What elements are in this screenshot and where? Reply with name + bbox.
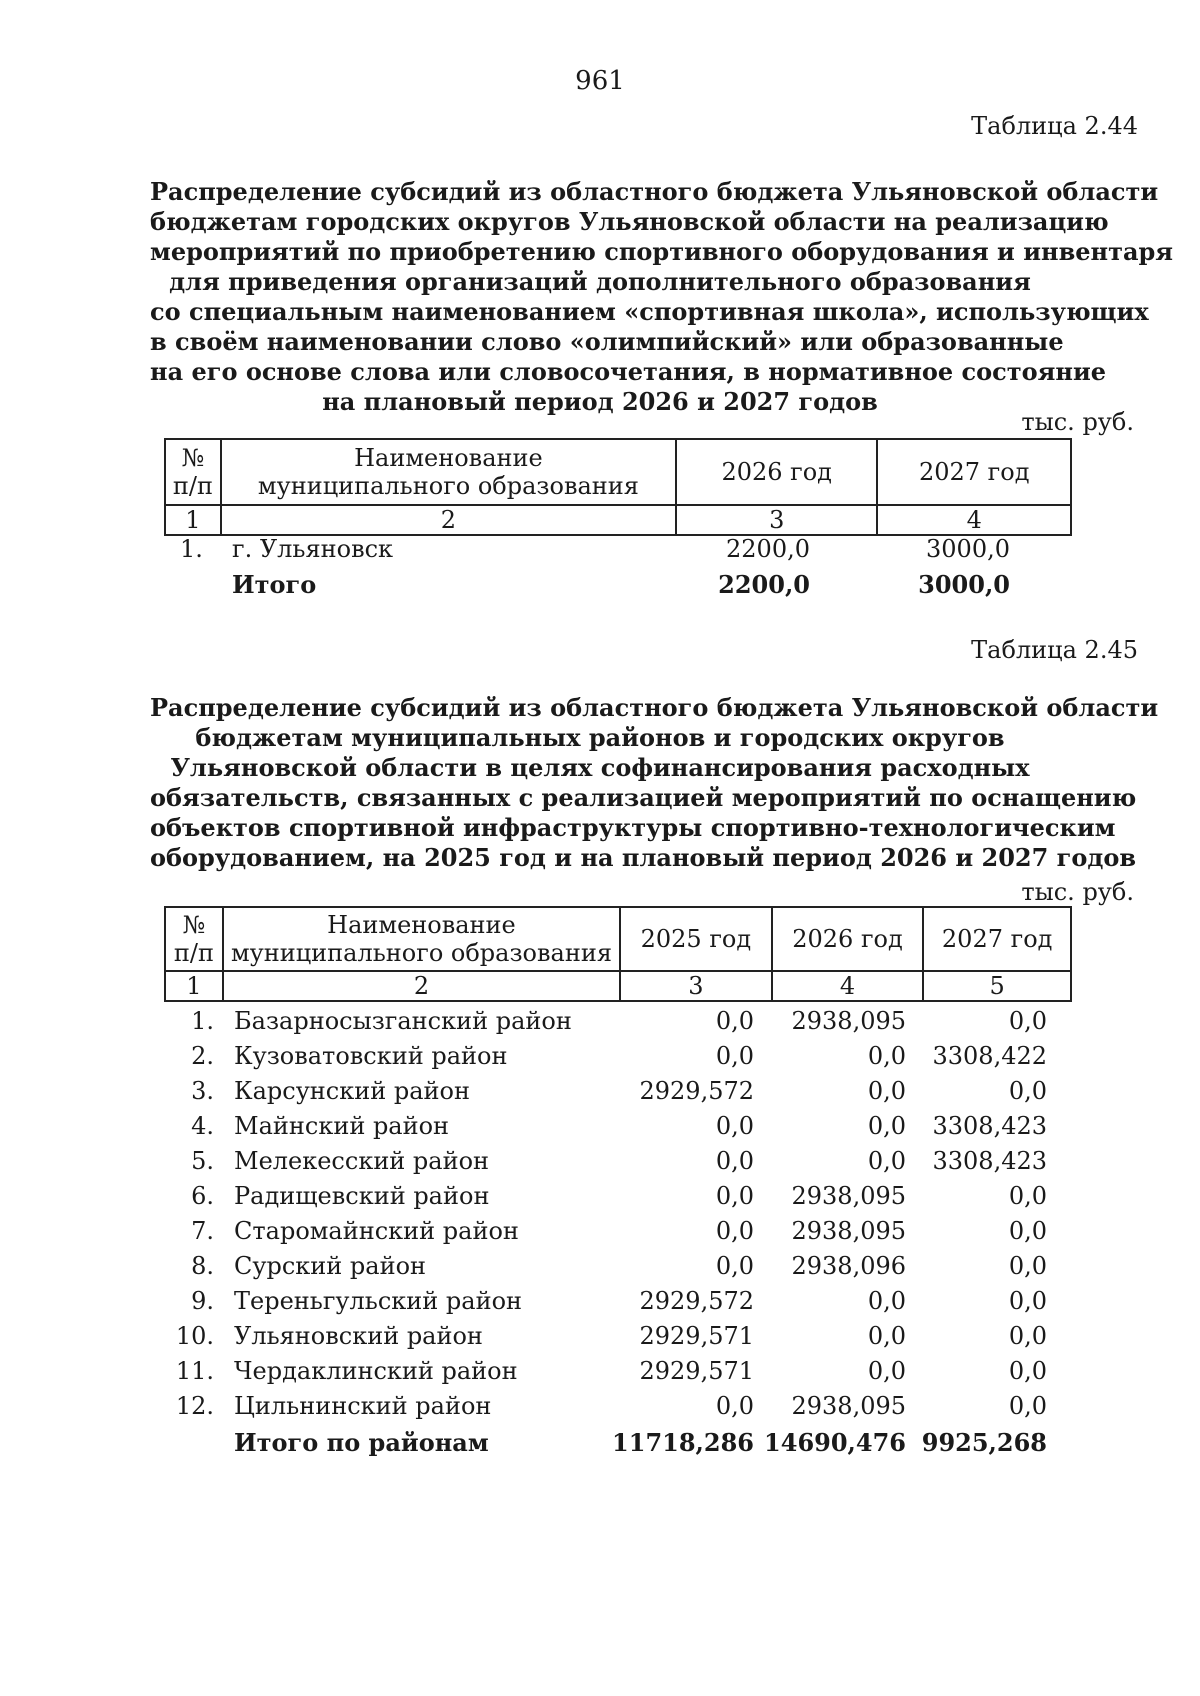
total-2026: 2200,0 (718, 570, 810, 599)
row-2025: 0,0 (715, 1182, 754, 1210)
page-number: 961 (575, 66, 625, 96)
table-2-44-label: Таблица 2.44 (971, 112, 1138, 140)
header-2025: 2025 год (620, 907, 772, 971)
title-line: для приведения организаций дополнительного образования (169, 267, 1031, 296)
row-2026: 0,0 (867, 1287, 906, 1315)
table-row (0, 1252, 1200, 1288)
title-line: Ульяновской области в целях софинансирования расходных (170, 753, 1030, 782)
row-2026: 0,0 (867, 1147, 906, 1175)
header-2026: 2026 год (772, 907, 924, 971)
header-2026: 2026 год (676, 439, 877, 505)
table-row (0, 1077, 1200, 1113)
header-num: № п/п (165, 907, 223, 971)
row-name: Мелекесский район (234, 1147, 490, 1175)
index-cell: 2 (223, 971, 620, 1001)
row-num: 1. (180, 535, 203, 563)
row-2027: 0,0 (1008, 1007, 1047, 1035)
total-row (0, 570, 1200, 606)
table-row (0, 1182, 1200, 1218)
index-cell: 3 (676, 505, 877, 535)
total-row (0, 1428, 1200, 1464)
row-2025: 0,0 (715, 1217, 754, 1245)
row-2025: 2929,571 (639, 1322, 754, 1350)
row-name: Тереньгульский район (234, 1287, 523, 1315)
table-row (0, 1007, 1200, 1043)
row-name: Старомайнский район (234, 1217, 519, 1245)
row-num: 10. (175, 1322, 214, 1350)
row-name: Ульяновский район (234, 1322, 483, 1350)
row-name: Сурский район (234, 1252, 427, 1280)
table-2-45-title (150, 693, 1159, 873)
row-name: Чердаклинский район (234, 1357, 518, 1385)
row-2027: 0,0 (1008, 1287, 1047, 1315)
row-name: Цильнинский район (234, 1392, 492, 1420)
row-num: 11. (175, 1357, 214, 1385)
row-2027: 0,0 (1008, 1217, 1047, 1245)
total-label: Итого по районам (234, 1428, 489, 1457)
row-name: Карсунский район (234, 1077, 470, 1105)
row-num: 8. (191, 1252, 214, 1280)
table-2-44-header (164, 438, 1072, 536)
table-2-44-units: тыс. руб. (1021, 408, 1134, 436)
total-2026: 14690,476 (764, 1428, 906, 1457)
table-2-45-units: тыс. руб. (1021, 878, 1134, 906)
title-line: на плановый период 2026 и 2027 годов (322, 387, 878, 416)
table-2-45-label: Таблица 2.45 (971, 636, 1138, 664)
row-2027: 3308,423 (932, 1147, 1047, 1175)
row-2026: 2200,0 (726, 535, 810, 563)
table-row (0, 1147, 1200, 1183)
table-2-45-header (164, 906, 1072, 1002)
title-line: Распределение субсидий из областного бюджета Ульяновской области (150, 693, 1159, 722)
title-line: оборудованием, на 2025 год и на плановый период 2026 и 2027 годов (150, 843, 1137, 872)
row-num: 3. (191, 1077, 214, 1105)
title-line: со специальным наименованием «спортивная школа», использующих (150, 297, 1149, 326)
row-2027: 0,0 (1008, 1357, 1047, 1385)
title-line: бюджетам городских округов Ульяновской области на реализацию (150, 207, 1109, 236)
row-2027: 0,0 (1008, 1322, 1047, 1350)
total-2027: 3000,0 (918, 570, 1010, 599)
header-name: Наименование муниципального образования (221, 439, 676, 505)
row-num: 6. (191, 1182, 214, 1210)
title-line: в своём наименовании слово «олимпийский» или образованные (150, 327, 1064, 356)
row-2027: 3308,423 (932, 1112, 1047, 1140)
row-2027: 0,0 (1008, 1252, 1047, 1280)
row-2025: 0,0 (715, 1007, 754, 1035)
title-line: на его основе слова или словосочетания, в нормативное состояние (150, 357, 1107, 386)
row-2027: 3308,422 (932, 1042, 1047, 1070)
title-line: обязательств, связанных с реализацией мероприятий по оснащению (150, 783, 1137, 812)
title-line: Распределение субсидий из областного бюджета Ульяновской области (150, 177, 1159, 206)
title-line: бюджетам муниципальных районов и городских округов (195, 723, 1005, 752)
row-2025: 0,0 (715, 1112, 754, 1140)
row-2026: 0,0 (867, 1357, 906, 1385)
row-num: 5. (191, 1147, 214, 1175)
row-name: г. Ульяновск (232, 535, 394, 563)
header-2027: 2027 год (877, 439, 1071, 505)
row-2026: 2938,095 (791, 1182, 906, 1210)
row-2025: 2929,572 (639, 1287, 754, 1315)
table-row (0, 1042, 1200, 1078)
row-2026: 2938,096 (791, 1252, 906, 1280)
table-2-44-title (150, 177, 1174, 417)
row-num: 7. (191, 1217, 214, 1245)
index-cell: 3 (620, 971, 772, 1001)
row-2027: 3000,0 (926, 535, 1010, 563)
header-2027: 2027 год (923, 907, 1071, 971)
row-2026: 2938,095 (791, 1217, 906, 1245)
title-line: объектов спортивной инфраструктуры спортивно-технологическим (150, 813, 1116, 842)
header-name: Наименование муниципального образования (223, 907, 620, 971)
index-cell: 1 (165, 971, 223, 1001)
total-2025: 11718,286 (612, 1428, 754, 1457)
table-row (0, 1287, 1200, 1323)
row-2026: 0,0 (867, 1077, 906, 1105)
table-row (0, 1112, 1200, 1148)
row-2027: 0,0 (1008, 1077, 1047, 1105)
row-2025: 0,0 (715, 1147, 754, 1175)
row-2026: 2938,095 (791, 1392, 906, 1420)
total-2027: 9925,268 (921, 1428, 1047, 1457)
index-cell: 4 (877, 505, 1071, 535)
index-cell: 5 (923, 971, 1071, 1001)
table-row (0, 1357, 1200, 1393)
title-line: мероприятий по приобретению спортивного оборудования и инвентаря (150, 237, 1174, 266)
row-name: Майнский район (234, 1112, 450, 1140)
row-2027: 0,0 (1008, 1182, 1047, 1210)
row-num: 4. (191, 1112, 214, 1140)
row-2026: 2938,095 (791, 1007, 906, 1035)
table-row (0, 1322, 1200, 1358)
row-name: Базарносызганский район (234, 1007, 572, 1035)
row-2027: 0,0 (1008, 1392, 1047, 1420)
row-num: 12. (175, 1392, 214, 1420)
row-name: Радищевский район (234, 1182, 490, 1210)
row-2025: 0,0 (715, 1392, 754, 1420)
row-num: 2. (191, 1042, 214, 1070)
row-2025: 2929,572 (639, 1077, 754, 1105)
index-cell: 4 (772, 971, 924, 1001)
table-row (0, 535, 1200, 571)
row-2025: 0,0 (715, 1042, 754, 1070)
index-cell: 2 (221, 505, 676, 535)
table-row (0, 1392, 1200, 1428)
row-2026: 0,0 (867, 1042, 906, 1070)
row-name: Кузоватовский район (234, 1042, 508, 1070)
total-label: Итого (232, 570, 317, 599)
table-row (0, 1217, 1200, 1253)
row-2026: 0,0 (867, 1322, 906, 1350)
row-2026: 0,0 (867, 1112, 906, 1140)
row-num: 9. (191, 1287, 214, 1315)
row-2025: 0,0 (715, 1252, 754, 1280)
row-num: 1. (191, 1007, 214, 1035)
header-num: № п/п (165, 439, 221, 505)
index-cell: 1 (165, 505, 221, 535)
row-2025: 2929,571 (639, 1357, 754, 1385)
